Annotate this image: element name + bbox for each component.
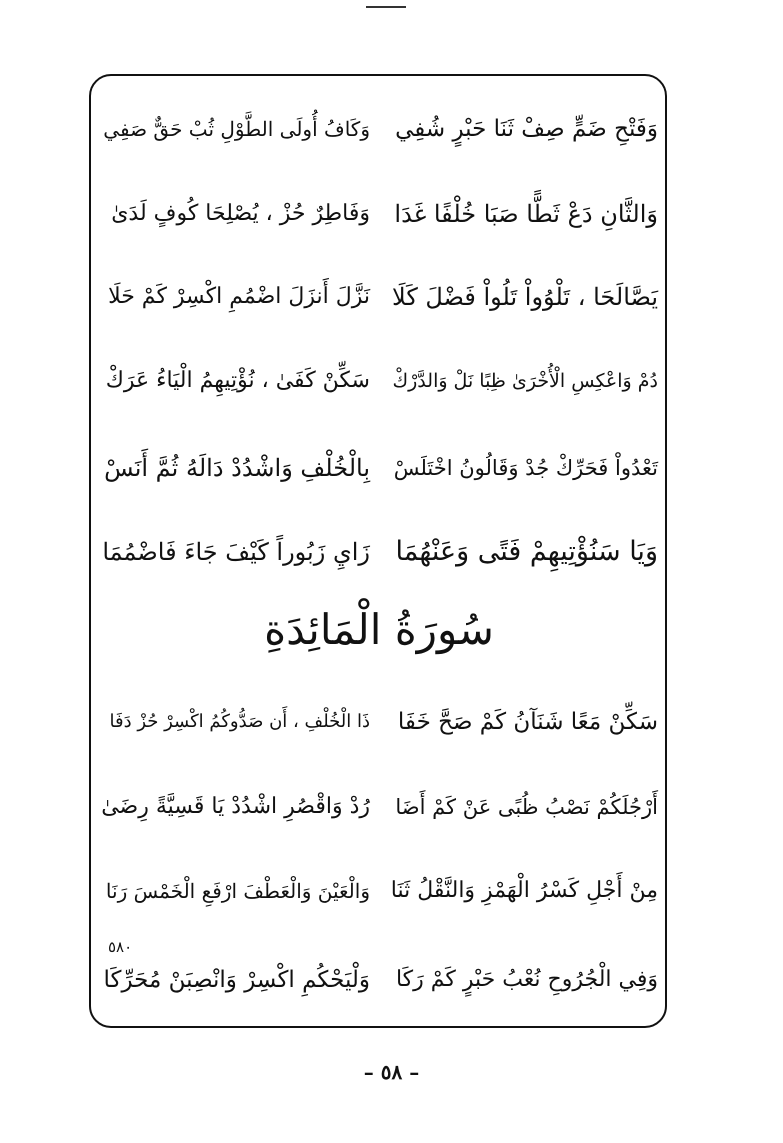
second-hemistich: وَلْيَحْكُمِ اكْسِرْ وَانْصِبَنْ مُحَرِّكَا: [103, 967, 370, 993]
second-hemistich: رُدْ وَاقْصُرِ اشْدُدْ يَا قَسِيَّةً رِضَىٰ: [101, 794, 370, 819]
verse-line: [100, 955, 658, 1005]
second-hemistich: نَزَّلَ أَنزَلَ اضْمُمِ اكْسِرْ كَمْ حَلَا: [108, 284, 370, 309]
first-hemistich: مِنْ أَجْلِ كَسْرُ الْهَمْزِ وَالنَّقْلُ ثَنَا: [390, 878, 658, 903]
second-hemistich: زَايِ زَبُوراً كَيْفَ جَاءَ فَاضْمُمَا: [102, 538, 370, 566]
second-hemistich: وَكَافُ أُولَى الطَّوْلِ ثُبْ حَقٌّ صَفِي: [103, 117, 370, 141]
second-hemistich: وَالْعَيْنَ وَالْعَطْفَ ارْفَعِ الْخَمْسَ رَنَا: [105, 879, 370, 903]
first-hemistich: سَكِّنْ مَعًا شَنَآنُ كَمْ صَحَّ خَفَا: [397, 709, 658, 735]
first-hemistich: وَيَا سَنُؤْتِيهِمْ فَتًى وَعَنْهُمَا: [395, 536, 658, 567]
verse-line: [100, 356, 658, 406]
verse-line: [100, 527, 658, 577]
verse-line: [100, 866, 658, 916]
first-hemistich: دُمْ وَاعْكِسِ الْأُخْرَىٰ ظِبًا نَلْ وَالدَّرْكْ: [392, 370, 658, 392]
verse-line: [100, 104, 658, 154]
first-hemistich: أَرْجُلَكُمْ نَصْبُ ظُبًى عَنْ كَمْ أَضَا: [395, 795, 658, 819]
verse-line: [100, 443, 658, 493]
top-rule: [366, 6, 406, 8]
first-hemistich: وَفِي الْجُرُوحِ نُعْبُ حَبْرٍ كَمْ رَكَا: [395, 967, 658, 992]
first-hemistich: تَعْدُواْ فَحَرِّكْ جُدْ وَقَالُونُ اخْتَلَسْ: [393, 456, 658, 480]
first-hemistich: وَفَتْحِ ضَمٍّ صِفْ ثَنَا حَبْرٍ شُفِي: [395, 116, 658, 142]
second-hemistich: سَكِّنْ كَفَىٰ ، نُؤْتِيهِمُ الْيَاءُ عَرَكْ: [105, 368, 370, 393]
verse-number: ٥٨٠: [108, 938, 133, 956]
second-hemistich: بِالْخُلْفِ وَاشْدُدْ دَالَهُ ثُمَّ أَنَسْ: [104, 454, 370, 482]
verse-line: [100, 697, 658, 747]
first-hemistich: وَالثَّانِ دَعْ ثَطًّا صَبَا خُلْفًا غَدَا: [394, 200, 658, 228]
verse-line: [100, 782, 658, 832]
verse-line: [100, 272, 658, 322]
second-hemistich: ذَا الْخُلْفِ ، أَن صَدُّوكُمُ اكْسِرْ حُزْ دَفَا: [109, 711, 370, 732]
first-hemistich: يَصَّالَحَا ، تَلْوُواْ تَلُواْ فَضْلَ كَلَا: [392, 283, 658, 311]
second-hemistich: وَفَاطِرٌ حُزْ ، يُصْلِحَا كُوفٍ لَدَىٰ: [111, 201, 370, 226]
page-number: – ٥٨ –: [363, 1060, 420, 1084]
surah-title: سُورَةُ الْمَائِدَةِ: [264, 605, 494, 654]
verse-line: [100, 189, 658, 239]
